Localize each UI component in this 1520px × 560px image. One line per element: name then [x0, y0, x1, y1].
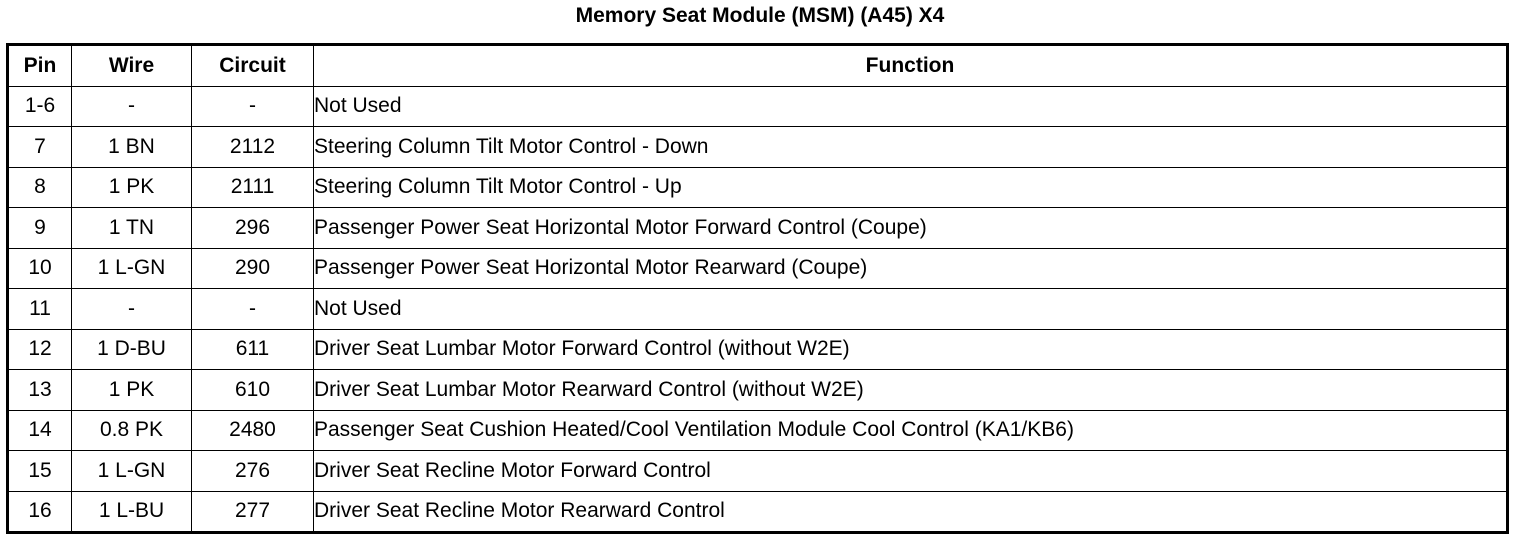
table-row	[8, 491, 1508, 533]
circuit-cell: 2112	[192, 127, 314, 168]
table-row	[8, 248, 1508, 289]
function-cell: Passenger Power Seat Horizontal Motor Forward Control (Coupe)	[314, 208, 1508, 249]
table-row	[8, 370, 1508, 411]
header-function: Function	[314, 45, 1508, 87]
circuit-cell: 610	[192, 370, 314, 411]
wire-cell: 1 TN	[72, 208, 192, 249]
function-cell: Steering Column Tilt Motor Control - Down	[314, 127, 1508, 168]
table-row	[8, 289, 1508, 330]
wire-cell: 1 PK	[72, 167, 192, 208]
circuit-cell: 277	[192, 491, 314, 533]
pin-cell: 12	[8, 329, 72, 370]
pin-cell: 8	[8, 167, 72, 208]
circuit-cell: -	[192, 289, 314, 330]
function-cell: Not Used	[314, 86, 1508, 127]
pin-cell: 16	[8, 491, 72, 533]
function-cell: Driver Seat Recline Motor Rearward Control	[314, 491, 1508, 533]
wire-cell: 1 L-GN	[72, 451, 192, 492]
table-row	[8, 127, 1508, 168]
table-row	[8, 208, 1508, 249]
pin-cell: 10	[8, 248, 72, 289]
wire-cell: 1 L-BU	[72, 491, 192, 533]
function-cell: Passenger Power Seat Horizontal Motor Rearward (Coupe)	[314, 248, 1508, 289]
circuit-cell: -	[192, 86, 314, 127]
function-cell: Driver Seat Recline Motor Forward Control	[314, 451, 1508, 492]
circuit-cell: 2480	[192, 410, 314, 451]
table-header-row	[8, 45, 1508, 87]
header-circuit: Circuit	[192, 45, 314, 87]
function-cell: Passenger Seat Cushion Heated/Cool Ventilation Module Cool Control (KA1/KB6)	[314, 410, 1508, 451]
table-row	[8, 86, 1508, 127]
table-row	[8, 410, 1508, 451]
table-row	[8, 329, 1508, 370]
wire-cell: 1 PK	[72, 370, 192, 411]
circuit-cell: 276	[192, 451, 314, 492]
table-row	[8, 167, 1508, 208]
pin-cell: 1-6	[8, 86, 72, 127]
circuit-cell: 290	[192, 248, 314, 289]
pin-cell: 13	[8, 370, 72, 411]
circuit-cell: 296	[192, 208, 314, 249]
connector-pinout-table	[6, 43, 1509, 534]
table-body	[8, 86, 1508, 533]
wire-cell: 1 D-BU	[72, 329, 192, 370]
circuit-cell: 2111	[192, 167, 314, 208]
table-row	[8, 451, 1508, 492]
pin-cell: 9	[8, 208, 72, 249]
pin-cell: 7	[8, 127, 72, 168]
pin-cell: 14	[8, 410, 72, 451]
circuit-cell: 611	[192, 329, 314, 370]
header-pin: Pin	[8, 45, 72, 87]
wire-cell: 1 BN	[72, 127, 192, 168]
function-cell: Steering Column Tilt Motor Control - Up	[314, 167, 1508, 208]
wire-cell: -	[72, 289, 192, 330]
function-cell: Driver Seat Lumbar Motor Forward Control (without W2E)	[314, 329, 1508, 370]
header-wire: Wire	[72, 45, 192, 87]
function-cell: Driver Seat Lumbar Motor Rearward Control (without W2E)	[314, 370, 1508, 411]
pin-cell: 15	[8, 451, 72, 492]
pin-cell: 11	[8, 289, 72, 330]
function-cell: Not Used	[314, 289, 1508, 330]
wire-cell: 0.8 PK	[72, 410, 192, 451]
wire-cell: 1 L-GN	[72, 248, 192, 289]
wire-cell: -	[72, 86, 192, 127]
document-title: Memory Seat Module (MSM) (A45) X4	[575, 4, 945, 27]
